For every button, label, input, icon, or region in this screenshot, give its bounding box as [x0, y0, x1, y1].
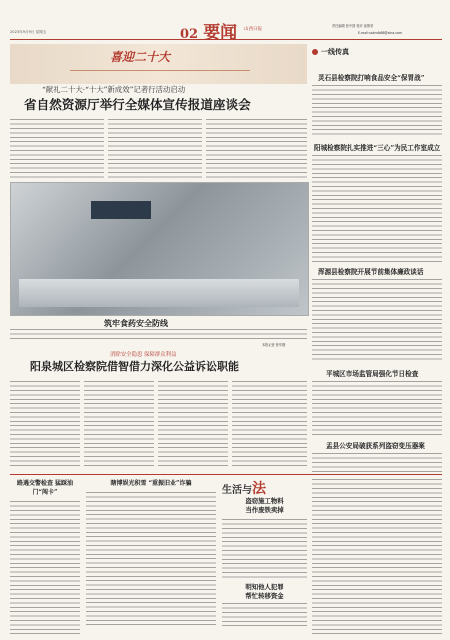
lower-text-col-2 [84, 380, 154, 468]
bottom-col-4-title-2: 帮忙转移资金 [245, 592, 284, 600]
headline-title: 省自然资源厅举行全媒体宣传报道座谈会 [24, 97, 251, 112]
page-number: 02 [180, 27, 199, 42]
banner-flourish-icon [70, 70, 250, 71]
photo-caption-title: 筑牢食药安全防线 [104, 318, 168, 328]
bottom-divider [10, 474, 442, 475]
article-text-col-2 [108, 118, 202, 178]
right-item-text-4 [312, 380, 442, 436]
right-item-title-3: 浑源县检察院开展节前集体廉政谈话 [318, 268, 424, 276]
bottom-col-2 [86, 478, 216, 634]
bottom-col-1 [10, 478, 80, 634]
right-item-title-4: 平城区市场监管局强化节日检查 [326, 370, 419, 378]
photo-caption-text [10, 328, 307, 342]
bottom-col-2-text [86, 491, 216, 627]
article-text-col-3 [206, 118, 307, 178]
bottom-col-2-title: 瞎博娱光积雪 “重振旧业”诈骗 [110, 480, 192, 487]
section-title: 一线传真 [321, 48, 349, 56]
lower-feature-title: 阳泉城区检察院借智借力深化公益诉讼职能 [30, 360, 239, 373]
photo-table [19, 279, 299, 307]
bottom-col-1-text [10, 500, 80, 636]
bottom-col-3-title-2: 当作废铁卖掉 [245, 506, 284, 514]
right-item-title-2: 阳城检察院扎实推进“三心”为民工作室成立 [314, 144, 441, 152]
bottom-col-3-title-1: 盗窃施工物料 [245, 497, 284, 505]
email: E-mail:sxkmlb88@sina.com [358, 31, 403, 35]
right-item-text-5 [312, 452, 442, 474]
lower-text-col-1 [10, 380, 80, 468]
main-headline-box [10, 84, 307, 112]
paper-logo: 山西日报 [244, 27, 262, 32]
headline-subtitle: “献礼二十大·“十大”新成效”记者行活动启动 [42, 85, 186, 94]
lower-feature [10, 350, 307, 376]
section-header [312, 46, 442, 58]
feature-photo [10, 182, 309, 316]
right-item-title-5: 盂县公安局破获系列盗窃变压器案 [326, 442, 425, 450]
bottom-col-3 [222, 478, 307, 634]
bottom-col-4-text [222, 602, 307, 626]
masthead [0, 0, 450, 43]
article-text-col-1 [10, 118, 104, 178]
issue-date: 2023年9月9日 星期五 [10, 30, 47, 34]
life-and-law-logo [222, 478, 307, 497]
lower-text-col-4 [232, 380, 307, 468]
page-name: 要闻 [203, 23, 238, 43]
masthead-rule [10, 39, 442, 40]
law-character: 法 [252, 481, 266, 497]
right-item-text-2 [312, 154, 442, 262]
life-and-law-logo-text: 生活与 [222, 485, 252, 496]
bottom-col-3-text [222, 518, 307, 578]
lower-feature-kicker: 消除安全隐患 保障群众利益 [110, 352, 177, 358]
bottom-col-5-text [312, 478, 442, 634]
right-item-title-1: 灵石县检察院打响食品安全“保胃战” [318, 74, 425, 82]
page-number-badge [180, 18, 242, 43]
banner-slogan: 喜迎二十大 [110, 50, 171, 64]
right-item-text-3 [312, 278, 442, 362]
photo-sign [91, 201, 151, 219]
section-marker-icon [312, 49, 318, 55]
right-item-text-1 [312, 84, 442, 138]
right-column [312, 46, 442, 474]
bottom-col-1-title: 路遇交警检查 猛踩油门“闯卡” [16, 480, 74, 496]
lower-text-col-3 [158, 380, 228, 468]
photo-caption-credit: 本报记者 张华摄 [262, 343, 286, 347]
banner [10, 44, 307, 84]
edition-note: 责任编辑 张中国 校对 崔维荣 [332, 24, 374, 28]
bottom-col-4-title-1: 明知他人犯罪 [245, 583, 284, 591]
